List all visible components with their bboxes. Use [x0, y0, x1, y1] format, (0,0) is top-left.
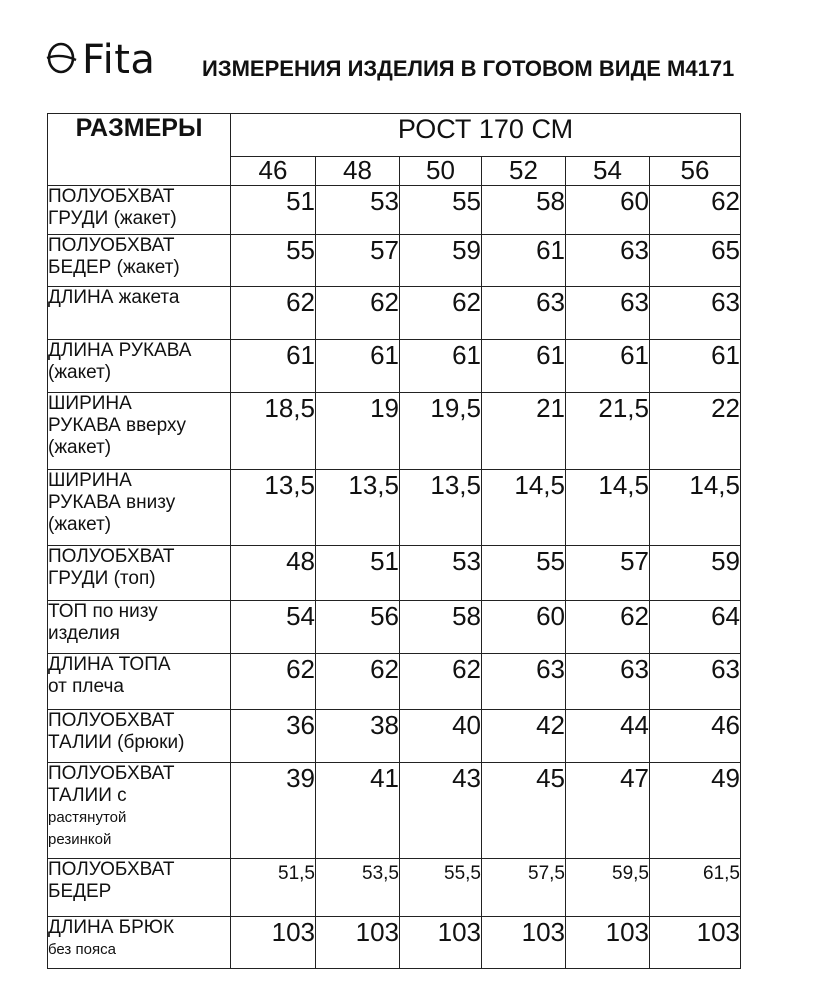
measurement-value: 61 [482, 340, 566, 393]
size-header: 52 [482, 157, 566, 186]
measurement-value: 65 [650, 235, 741, 287]
measurement-value: 62 [400, 654, 482, 710]
sizes-header: РАЗМЕРЫ [48, 114, 231, 186]
page-title: ИЗМЕРЕНИЯ ИЗДЕЛИЯ В ГОТОВОМ ВИДЕ М4171 [202, 56, 735, 81]
measurement-label-line: ПОЛУОБХВАТ [48, 186, 175, 207]
measurement-label [48, 287, 231, 340]
measurement-value: 103 [482, 917, 566, 969]
measurement-value: 13,5 [231, 470, 316, 546]
measurement-label-line: (жакет) [48, 514, 112, 535]
measurement-label-line: ШИРИНА [48, 470, 132, 491]
table-body [48, 186, 741, 969]
table-row [48, 859, 741, 917]
measurement-value: 64 [650, 601, 741, 654]
size-header: 56 [650, 157, 741, 186]
measurement-label-line: ТАЛИИ с [48, 785, 127, 806]
measurement-label-line: ГРУДИ (топ) [48, 568, 156, 589]
measurement-value: 19 [316, 393, 400, 470]
measurement-value: 103 [400, 917, 482, 969]
measurement-label-line: резинкой [48, 831, 112, 848]
measurement-label-line: ДЛИНА РУКАВА [48, 340, 192, 361]
measurement-label-line: без пояса [48, 941, 116, 958]
measurement-value: 48 [231, 546, 316, 601]
table-row [48, 601, 741, 654]
measurement-value: 21 [482, 393, 566, 470]
measurement-value: 61 [316, 340, 400, 393]
measurement-label-line: ГРУДИ (жакет) [48, 208, 177, 229]
measurement-value: 103 [566, 917, 650, 969]
table-row [48, 546, 741, 601]
measurement-label [48, 186, 231, 235]
measurement-label-line: ТАЛИИ (брюки) [48, 732, 185, 753]
table-row [48, 287, 741, 340]
measurement-value: 63 [566, 235, 650, 287]
measurement-value: 63 [482, 287, 566, 340]
measurement-value: 18,5 [231, 393, 316, 470]
measurement-value: 103 [316, 917, 400, 969]
measurement-value: 62 [231, 287, 316, 340]
measurement-value: 62 [566, 601, 650, 654]
measurement-label-line: ДЛИНА жакета [48, 287, 180, 308]
measurement-value: 55 [231, 235, 316, 287]
measurement-label-line: ПОЛУОБХВАТ [48, 710, 175, 731]
measurement-value: 51,5 [231, 859, 316, 917]
measurement-value: 59 [400, 235, 482, 287]
measurement-value: 22 [650, 393, 741, 470]
measurement-value: 49 [650, 763, 741, 859]
measurement-label-line: (жакет) [48, 437, 112, 458]
size-header: 46 [231, 157, 316, 186]
measurement-value: 55 [482, 546, 566, 601]
measurement-value: 62 [650, 186, 741, 235]
measurement-value: 53 [316, 186, 400, 235]
measurement-label-line: ПОЛУОБХВАТ [48, 859, 175, 880]
measurement-value: 42 [482, 710, 566, 763]
measurement-value: 43 [400, 763, 482, 859]
measurement-value: 61,5 [650, 859, 741, 917]
measurement-label-line: ШИРИНА [48, 393, 132, 414]
measurement-value: 36 [231, 710, 316, 763]
size-chart-table [47, 113, 741, 969]
measurement-value: 62 [316, 287, 400, 340]
measurement-value: 19,5 [400, 393, 482, 470]
measurement-value: 57,5 [482, 859, 566, 917]
measurement-value: 63 [482, 654, 566, 710]
measurement-label [48, 654, 231, 710]
header [0, 0, 817, 110]
measurement-label [48, 710, 231, 763]
measurement-value: 38 [316, 710, 400, 763]
measurement-label-line: растянутой [48, 809, 127, 826]
measurement-value: 40 [400, 710, 482, 763]
measurement-label [48, 546, 231, 601]
measurement-value: 61 [400, 340, 482, 393]
measurement-value: 21,5 [566, 393, 650, 470]
measurement-label-line: ДЛИНА БРЮК [48, 917, 175, 938]
measurement-value: 61 [566, 340, 650, 393]
size-header: 50 [400, 157, 482, 186]
measurement-value: 58 [400, 601, 482, 654]
measurement-label-line: от плеча [48, 676, 124, 697]
measurement-value: 53 [400, 546, 482, 601]
measurement-label [48, 470, 231, 546]
measurement-value: 58 [482, 186, 566, 235]
measurement-label-line: ТОП по низу [48, 601, 158, 622]
measurement-value: 61 [650, 340, 741, 393]
measurement-value: 63 [650, 287, 741, 340]
measurement-label [48, 393, 231, 470]
measurement-value: 60 [566, 186, 650, 235]
measurement-label-line: ПОЛУОБХВАТ [48, 235, 175, 256]
height-header: РОСТ 170 СМ [231, 114, 741, 157]
measurement-value: 62 [316, 654, 400, 710]
size-header: 48 [316, 157, 400, 186]
measurement-value: 63 [650, 654, 741, 710]
table-row [48, 235, 741, 287]
measurement-value: 44 [566, 710, 650, 763]
measurement-value: 51 [316, 546, 400, 601]
measurement-value: 53,5 [316, 859, 400, 917]
measurement-value: 63 [566, 654, 650, 710]
measurement-label-line: изделия [48, 623, 120, 644]
measurement-value: 103 [650, 917, 741, 969]
brand-name: Fita [82, 37, 156, 83]
measurement-value: 63 [566, 287, 650, 340]
measurement-label [48, 859, 231, 917]
measurement-value: 46 [650, 710, 741, 763]
measurement-label-line: РУКАВА внизу [48, 492, 176, 513]
size-header: 54 [566, 157, 650, 186]
table-row [48, 710, 741, 763]
measurement-label [48, 235, 231, 287]
measurement-value: 51 [231, 186, 316, 235]
measurement-value: 62 [231, 654, 316, 710]
table-row [48, 393, 741, 470]
measurement-value: 57 [316, 235, 400, 287]
measurement-value: 59 [650, 546, 741, 601]
measurement-value: 13,5 [400, 470, 482, 546]
measurement-value: 61 [231, 340, 316, 393]
measurement-label-line: (жакет) [48, 362, 112, 383]
table-row [48, 340, 741, 393]
measurement-label [48, 340, 231, 393]
table-row [48, 917, 741, 969]
measurement-label [48, 601, 231, 654]
measurement-value: 61 [482, 235, 566, 287]
measurement-value: 47 [566, 763, 650, 859]
measurement-value: 62 [400, 287, 482, 340]
measurement-label-line: ПОЛУОБХВАТ [48, 546, 175, 567]
measurement-label-line: РУКАВА вверху [48, 415, 186, 436]
measurement-value: 45 [482, 763, 566, 859]
measurement-value: 55,5 [400, 859, 482, 917]
measurement-value: 54 [231, 601, 316, 654]
measurement-value: 60 [482, 601, 566, 654]
measurement-value: 103 [231, 917, 316, 969]
measurement-value: 57 [566, 546, 650, 601]
measurement-label [48, 763, 231, 859]
measurement-label-line: ДЛИНА ТОПА [48, 654, 171, 675]
measurement-value: 41 [316, 763, 400, 859]
table-row [48, 763, 741, 859]
measurement-label [48, 917, 231, 969]
measurement-label-line: ПОЛУОБХВАТ [48, 763, 175, 784]
measurement-label-line: БЕДЕР (жакет) [48, 257, 180, 278]
measurement-value: 14,5 [650, 470, 741, 546]
measurement-value: 59,5 [566, 859, 650, 917]
measurement-label-line: БЕДЕР [48, 881, 112, 902]
measurement-value: 39 [231, 763, 316, 859]
measurement-value: 55 [400, 186, 482, 235]
table-row [48, 654, 741, 710]
table-row [48, 186, 741, 235]
measurement-value: 13,5 [316, 470, 400, 546]
measurement-value: 56 [316, 601, 400, 654]
measurement-value: 14,5 [566, 470, 650, 546]
measurement-value: 14,5 [482, 470, 566, 546]
table-row [48, 470, 741, 546]
